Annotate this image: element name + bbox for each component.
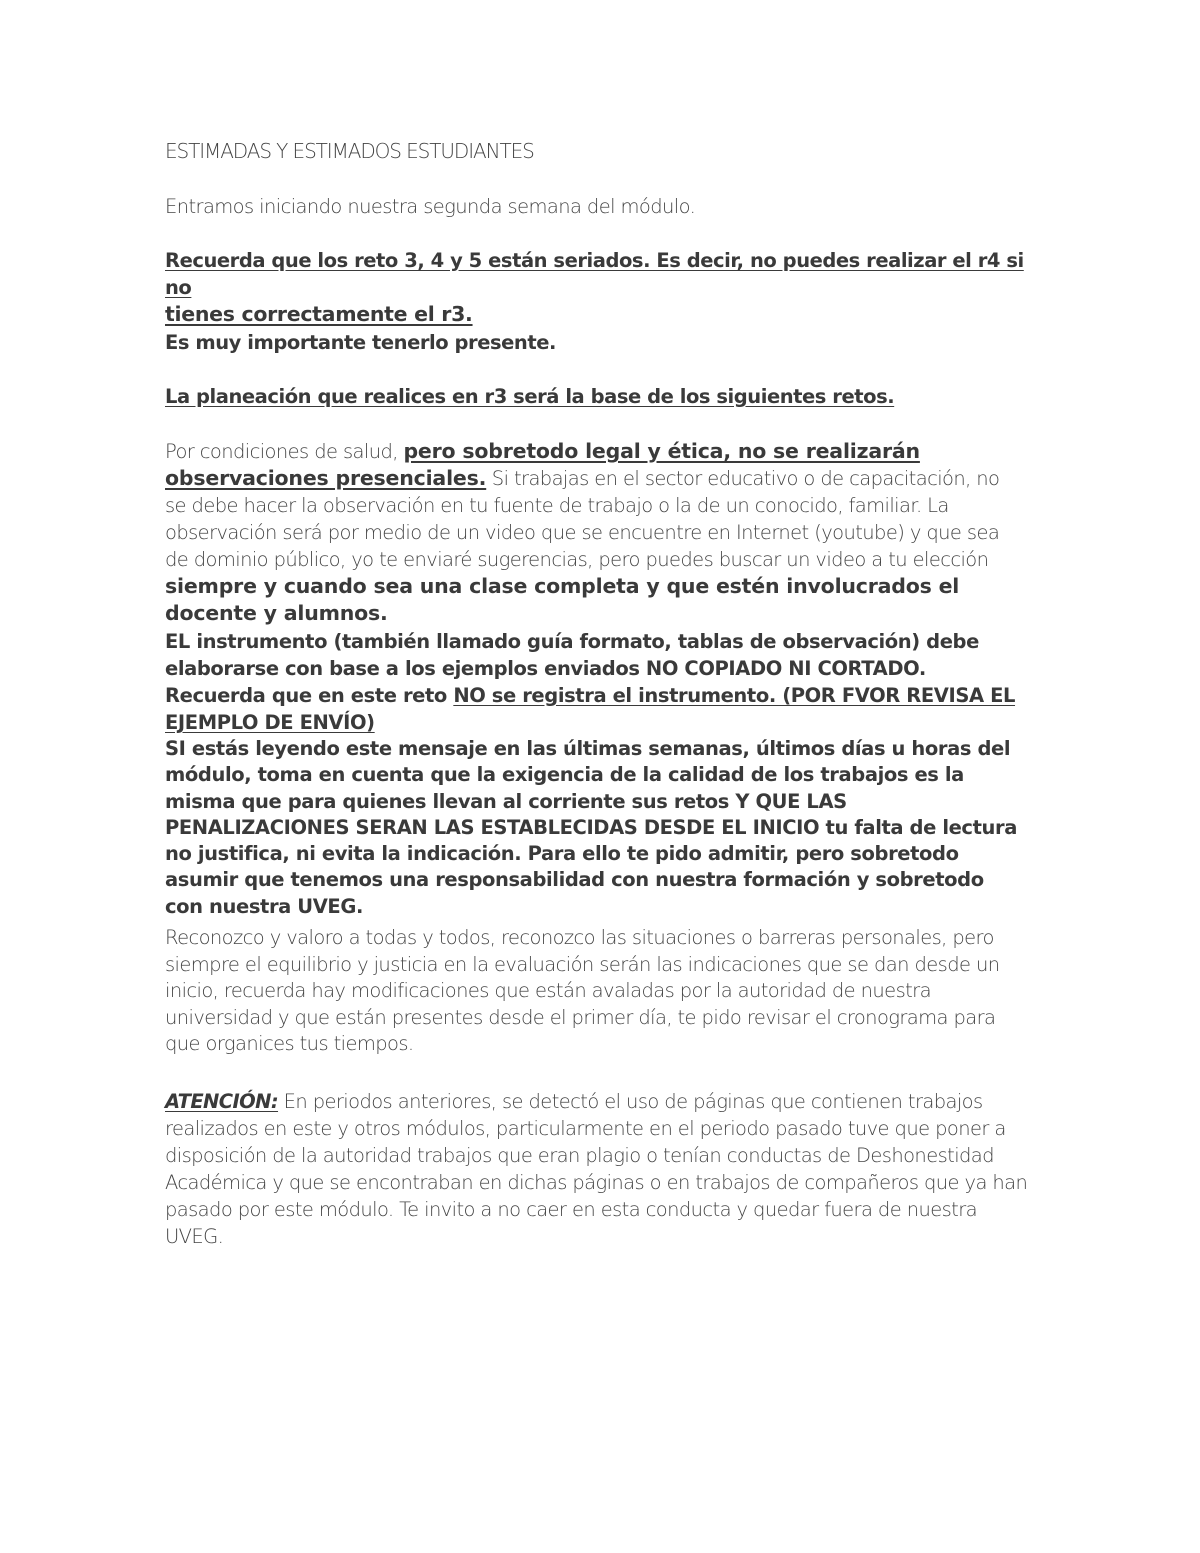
observation-emphasis: pero sobretodo legal y ética, no se realizarán observaciones presenciales. [165,439,920,490]
attention-body: En periodos anteriores, se detectó el uso de páginas que contienen trabajos realizados en este y otros módulos, particularmente en el periodo pasado tuve que poner a disposición de la autoridad trabajos que eran plagio o tenían conductas de Deshonestidad Académica y que se encontraban en dichas páginas o en trabajos de compañeros que ya han pasado por este módulo. Te invito a no caer en esta conducta y quedar fuera de nuestra UVEG. [165,1090,1028,1248]
attention-paragraph [165,1088,1035,1250]
intro-paragraph: Entramos iniciando nuestra segunda semana del módulo. [165,195,696,218]
document-title: ESTIMADAS Y ESTIMADOS ESTUDIANTES [165,139,534,163]
reminder-line-1: Recuerda que los reto 3, 4 y 5 están seriados. Es decir, no puedes realizar el r4 si no [165,249,1024,299]
observation-prefix: Por condiciones de salud, [165,440,404,463]
important-paragraph: Es muy importante tenerlo presente. [165,331,556,354]
attention-label: ATENCIÓN: [165,1090,279,1113]
late-notice-paragraph: SI estás leyendo este mensaje en las últimas semanas, últimos días u horas del módulo, toma en cuenta que la exigencia de la calidad de los trabajos es la misma que para quienes llevan al corriente sus retos Y QUE LAS PENALIZACIONES SERAN LAS ESTABLECIDAS DESDE EL INICIO tu falta de lectura no justifica, ni evita la indicación. Para ello te pido admitir, pero sobretodo asumir que tenemos una responsabilidad con nuestra formación y sobretodo con nuestra UVEG. [165,737,1017,918]
instrument-body: EL instrumento (también llamado guía formato, tablas de observación) debe elaborarse con base a los ejemplos enviados NO COPIADO NI CORTADO. Recuerda que en este reto [165,630,979,707]
recognition-paragraph: Reconozco y valoro a todas y todos, reconozco las situaciones o barreras personales, pero siempre el equilibrio y justicia en la evaluación serán las indicaciones que se dan desde un inicio, recuerda hay modificaciones que están avaladas por la autoridad de nuestra universidad y que están presentes desde el primer día, te pido revisar el cronograma para que organices tus tiempos. [165,926,1000,1055]
observation-body: Si trabajas en el sector educativo o de capacitación, no se debe hacer la observación en tu fuente de trabajo o la de un conocido, familiar. La observación será por medio de un video que se encuentre en Internet (youtube) y que sea de dominio público, yo te enviaré sugerencias, pero puedes buscar un video a tu elección [165,467,1000,571]
observation-paragraph [165,438,1025,627]
observation-closing: siempre y cuando sea una clase completa y que estén involucrados el docente y alumnos. [165,574,960,625]
planning-paragraph: La planeación que realices en r3 será la base de los siguientes retos. [165,385,895,408]
instrument-underlined: NO se registra el instrumento. (POR FVOR REVISA EL EJEMPLO DE ENVÍO) [165,684,1016,734]
reminder-paragraph [165,248,1035,327]
instrument-paragraph [165,628,1027,736]
reminder-line-2: tienes correctamente el r3. [165,302,473,326]
